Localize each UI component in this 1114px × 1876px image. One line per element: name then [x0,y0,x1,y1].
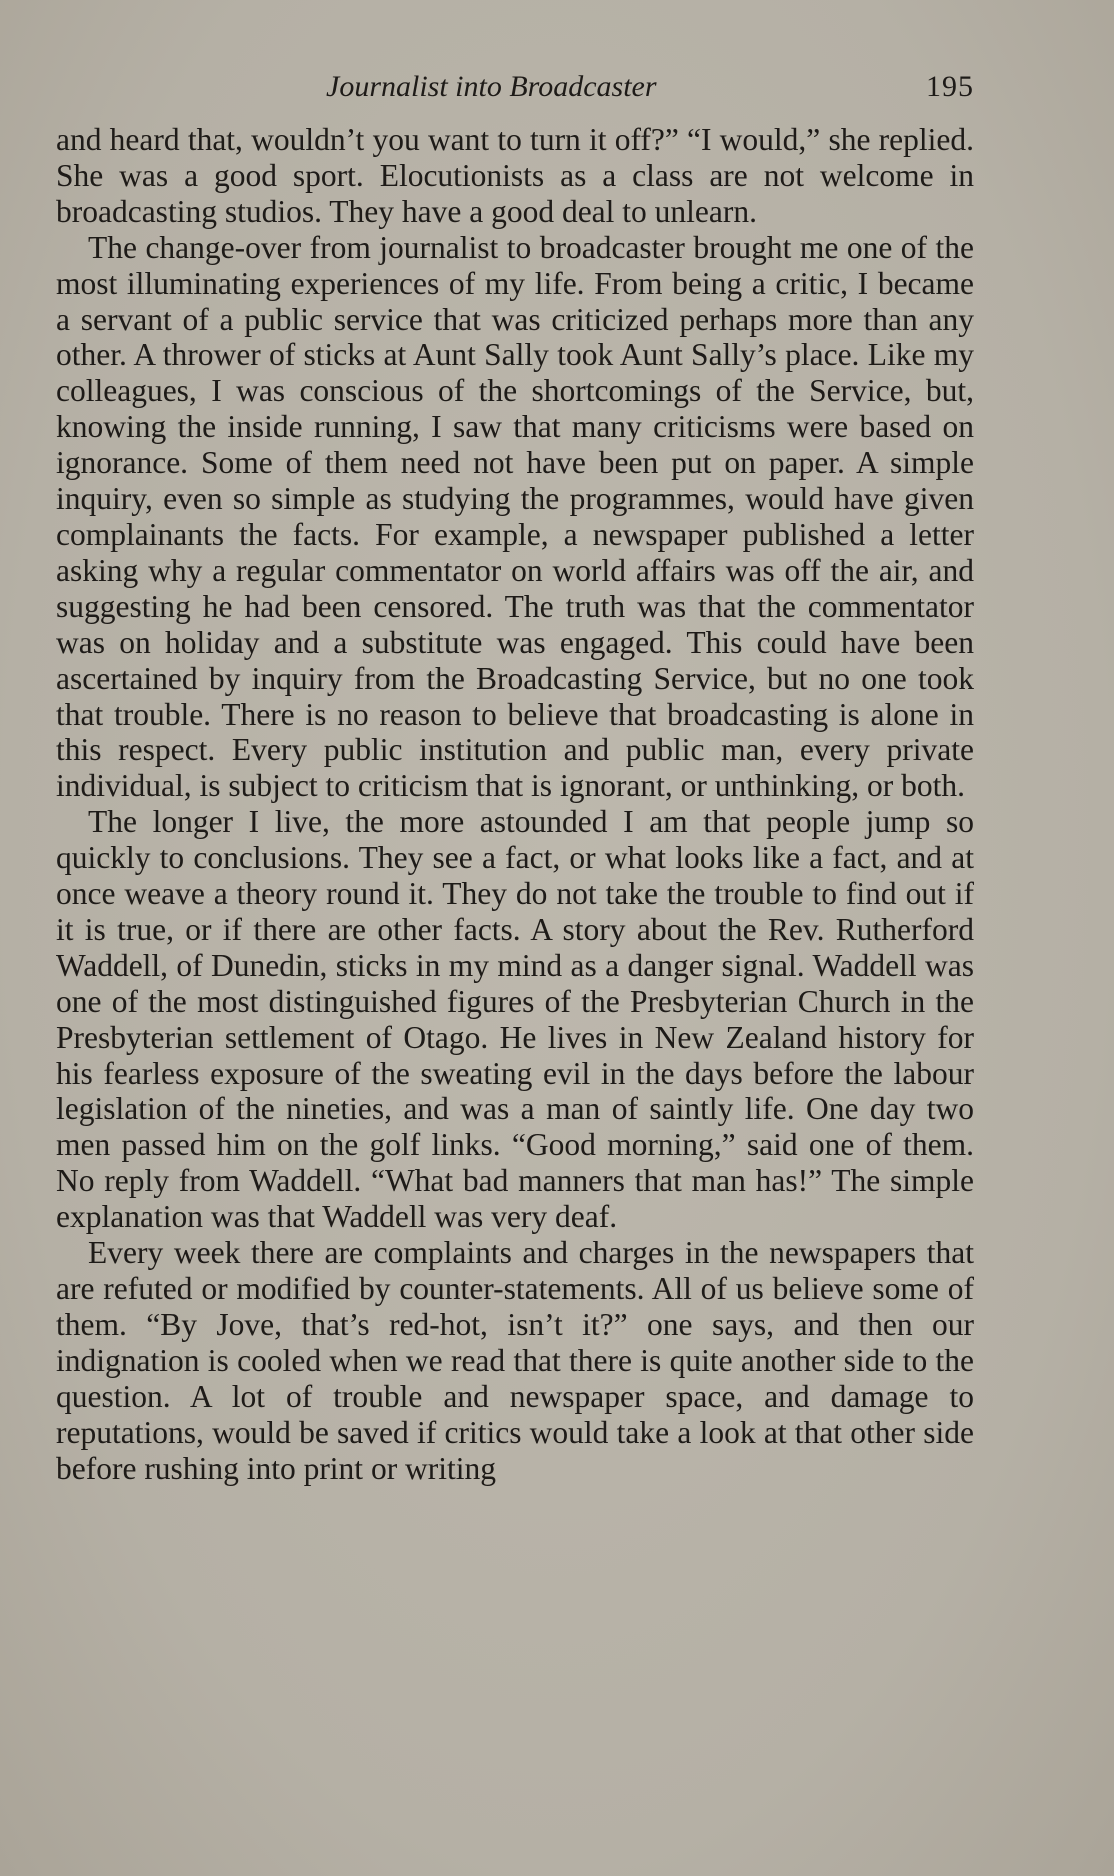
body-text [56,122,974,1486]
paragraph: and heard that, wouldn’t you want to turn it off?” “I would,” she replied. She was a good sport. Elocutionists as a class are not welcome in broadcasting studios. They have a good deal to unlearn. [56,122,974,229]
paragraph: The change-over from journalist to broadcaster brought me one of the most illuminating experiences of my life. From being a critic, I became a servant of a public service that was criticized perhaps more than any other. A thrower of sticks at Aunt Sally took Aunt Sally’s place. Like my colleagues, I was conscious of the shortcomings of the Service, but, knowing the inside running, I saw that many criticisms were based on ignorance. Some of them need not have been put on paper. A simple inquiry, even so simple as studying the programmes, would have given complainants the facts. For example, a newspaper published a letter asking why a regular commentator on world affairs was off the air, and suggesting he had been censored. The truth was that the commentator was on holiday and a substitute was engaged. This could have been ascertained by inquiry from the Broadcasting Service, but no one took that trouble. There is no reason to believe that broadcasting is alone in this respect. Every public institution and public man, every private individual, is subject to criticism that is ignorant, or unthinking, or both. [56,229,974,804]
paragraph: Every week there are complaints and charges in the newspapers that are refuted or modified by counter-statements. All of us believe some of them. “By Jove, that’s red-hot, isn’t it?” one says, and then our indignation is cooled when we read that there is quite another side to the question. A lot of trouble and newspaper space, and damage to reputations, would be saved if critics would take a look at that other side before rushing into print or writing [56,1235,974,1486]
running-title: Journalist into Broadcaster [326,70,657,103]
page-header [56,70,974,110]
page-number: 195 [926,70,974,103]
paragraph: The longer I live, the more astounded I am that people jump so quickly to conclusions. They see a fact, or what looks like a fact, and at once weave a theory round it. They do not take the trouble to find out if it is true, or if there are other facts. A story about the Rev. Rutherford Waddell, of Dunedin, sticks in my mind as a danger signal. Waddell was one of the most distinguished figures of the Presbyterian Church in the Presbyterian settlement of Otago. He lives in New Zealand history for his fearless exposure of the sweating evil in the days before the labour legislation of the nineties, and was a man of saintly life. One day two men passed him on the golf links. “Good morning,” said one of them. No reply from Waddell. “What bad manners that man has!” The simple explanation was that Waddell was very deaf. [56,804,974,1235]
